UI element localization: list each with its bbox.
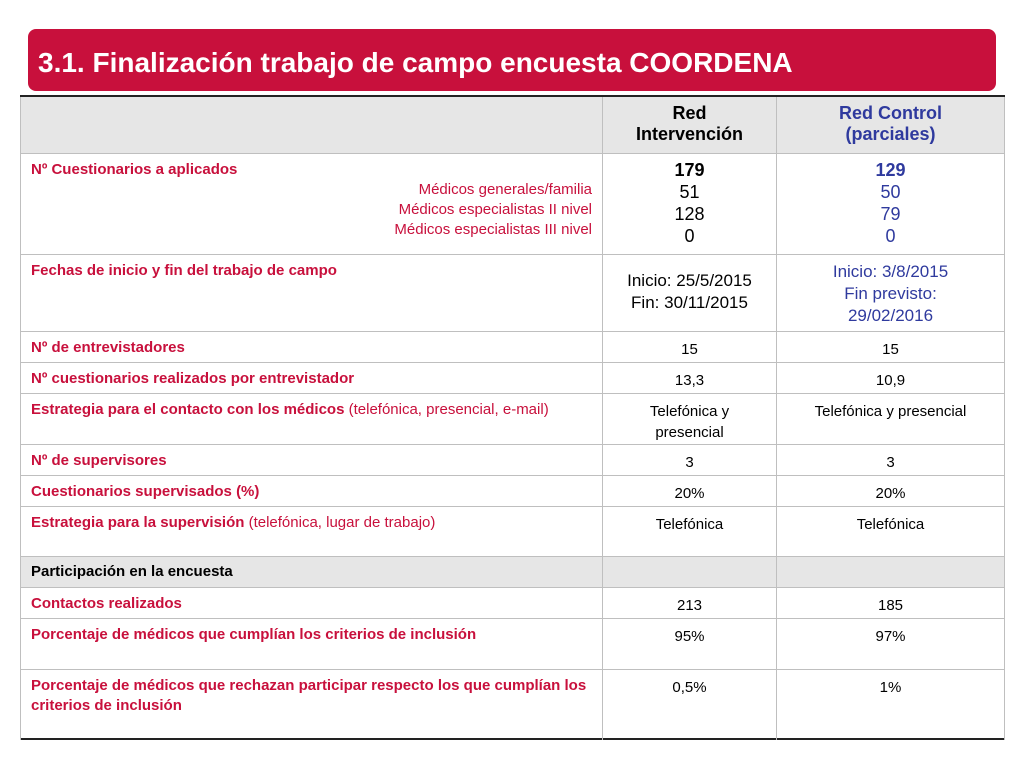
header-empty-cell: [20, 97, 602, 154]
row-intervention-value: Telefónica y presencial: [649, 403, 730, 441]
questionnaires-control-cell: [776, 154, 1005, 255]
row-control-value: 3: [886, 454, 895, 471]
row-control-value: 97%: [875, 628, 906, 645]
questionnaires-intervention-v2: 128: [674, 204, 705, 224]
row-label-extra: (telefónica, presencial, e-mail): [344, 401, 549, 418]
row-label: Cuestionarios supervisados (%): [31, 483, 260, 500]
row-label: Porcentaje de médicos que cumplían los criterios de inclusión: [31, 626, 477, 643]
questionnaires-control-total: 129: [875, 160, 906, 180]
row-control-value: 1%: [879, 679, 902, 696]
table-row: [20, 670, 1005, 740]
table-row: [20, 476, 1005, 507]
row-label: Nº de entrevistadores: [31, 339, 185, 356]
table-row: [20, 507, 1005, 557]
table-row-questionnaires: [20, 154, 1005, 255]
row-label: Nº cuestionarios realizados por entrevistador: [31, 370, 355, 387]
row-intervention-value: 20%: [674, 485, 705, 502]
table-row: [20, 588, 1005, 619]
row-label: Nº de supervisores: [31, 452, 167, 469]
header-control-line1: Red Control: [839, 103, 942, 123]
questionnaires-intervention-cell: [602, 154, 776, 255]
row-label-extra: (telefónica, lugar de trabajo): [244, 514, 436, 531]
row-label: Estrategia para la supervisión: [31, 514, 245, 531]
table-row-dates: [20, 255, 1005, 332]
row-label: Porcentaje de médicos que rechazan participar respecto los que cumplían los criterios de inclusión: [31, 677, 587, 714]
row-control-value: Telefónica: [856, 516, 925, 533]
row-label: Estrategia para el contacto con los médicos: [31, 401, 345, 418]
row-intervention-value: 95%: [674, 628, 705, 645]
row-control-value: 10,9: [875, 372, 906, 389]
row-intervention-value: 13,3: [674, 372, 705, 389]
row-intervention-value: 3: [685, 454, 694, 471]
table-row: [20, 394, 1005, 445]
dates-intervention-cell: [602, 255, 776, 332]
row-intervention-value: 0,5%: [672, 679, 707, 696]
table-row: [20, 445, 1005, 476]
dates-intervention-start: Inicio: 25/5/2015: [627, 271, 752, 290]
questionnaires-control-v2: 79: [880, 204, 901, 224]
questionnaires-intervention-v3: 0: [684, 226, 695, 246]
row-control-value: 15: [882, 341, 899, 358]
dates-control-start: Inicio: 3/8/2015: [832, 262, 949, 281]
questionnaires-sub-2: Médicos especialistas II nivel: [398, 201, 592, 218]
dates-intervention-end: Fin: 30/11/2015: [631, 293, 748, 312]
header-intervention-line1: Red: [672, 103, 707, 123]
questionnaires-control-v3: 0: [885, 226, 896, 246]
header-control: [776, 97, 1005, 154]
dates-control-end-label: Fin previsto:: [844, 284, 937, 303]
table-header-row: [20, 97, 1005, 154]
table-row: [20, 619, 1005, 670]
header-control-line2: (parciales): [845, 124, 936, 144]
questionnaires-control-v1: 50: [880, 182, 901, 202]
questionnaires-sub-3: Médicos especialistas III nivel: [394, 221, 592, 238]
questionnaires-label: Nº Cuestionarios a aplicados: [31, 161, 238, 178]
header-intervention: [602, 97, 776, 154]
title-bar: [28, 29, 996, 91]
slide-title: 3.1. Finalización trabajo de campo encuesta COORDENA: [38, 47, 793, 78]
row-intervention-value: Telefónica: [655, 516, 724, 533]
participation-section-label: Participación en la encuesta: [31, 563, 233, 580]
section-header-participation: [20, 557, 1005, 588]
row-intervention-value: 213: [676, 597, 703, 614]
questionnaires-sub-1: Médicos generales/familia: [418, 181, 592, 198]
dates-control-end: 29/02/2016: [847, 306, 934, 325]
row-control-value: Telefónica y presencial: [814, 403, 967, 420]
header-intervention-line2: Intervención: [635, 124, 744, 144]
questionnaires-label-cell: [20, 154, 602, 255]
results-table: [20, 95, 1005, 740]
row-control-value: 20%: [875, 485, 906, 502]
questionnaires-intervention-total: 179: [674, 160, 705, 180]
row-label: Contactos realizados: [31, 595, 182, 612]
row-control-value: 185: [877, 597, 904, 614]
table-row: [20, 332, 1005, 363]
dates-label: Fechas de inicio y fin del trabajo de campo: [31, 262, 337, 279]
dates-label-cell: [20, 255, 602, 332]
questionnaires-intervention-v1: 51: [679, 182, 700, 202]
table-row: [20, 363, 1005, 394]
row-intervention-value: 15: [681, 341, 698, 358]
dates-control-cell: [776, 255, 1005, 332]
